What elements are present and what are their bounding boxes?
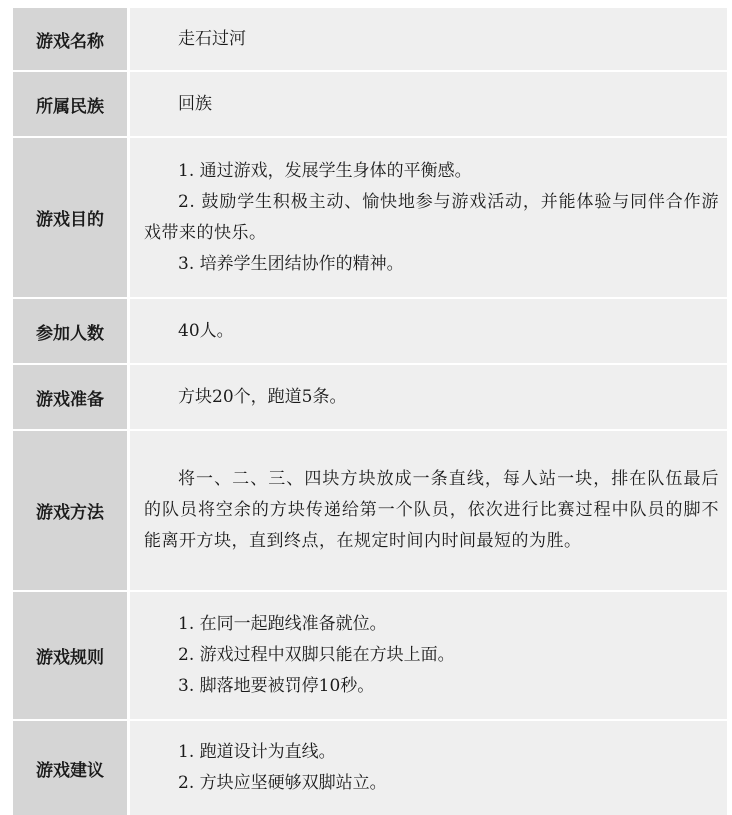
row-label: 参加人数 [13,299,130,363]
row-label: 游戏建议 [13,721,130,815]
row-label: 所属民族 [13,72,130,136]
row-content [130,365,727,429]
list-item: 2. 鼓励学生积极主动、愉快地参与游戏活动，并能体验与同伴合作游戏带来的快乐。 [144,191,719,243]
row-label: 游戏目的 [13,138,130,297]
row-label: 游戏名称 [13,8,130,70]
row-rules [13,592,727,721]
row-purpose [13,138,727,299]
row-label: 游戏方法 [13,431,130,590]
row-preparation [13,365,727,431]
row-method [13,431,727,592]
row-text: 40人。 [178,320,234,341]
row-game-name [13,8,727,72]
row-content [130,431,727,590]
list-item: 1. 跑道设计为直线。 [178,742,336,762]
row-text: 走石过河 [178,28,246,49]
list-item: 1. 在同一起跑线准备就位。 [178,614,387,634]
row-label: 游戏准备 [13,365,130,429]
row-content [130,8,727,70]
game-info-table [13,8,727,815]
row-content [130,299,727,363]
list-item: 2. 游戏过程中双脚只能在方块上面。 [178,645,455,665]
row-content [130,72,727,136]
row-content [130,721,727,815]
list-item: 3. 脚落地要被罚停10秒。 [178,676,375,696]
row-text: 方块20个，跑道5条。 [178,386,347,407]
row-content [130,138,727,297]
row-content [130,592,727,719]
row-text: 回族 [178,93,212,114]
list-item: 2. 方块应坚硬够双脚站立。 [178,773,387,793]
row-participants [13,299,727,365]
row-text: 将一、二、三、四块方块放成一条直线，每人站一块，排在队伍最后的队员将空余的方块传递给第一个队员，依次进行比赛过程中队员的脚不能离开方块，直到终点，在规定时间内时间最短的为胜。 [144,469,719,551]
row-suggestions [13,721,727,815]
row-label: 游戏规则 [13,592,130,719]
row-ethnicity [13,72,727,138]
list-item: 1. 通过游戏，发展学生身体的平衡感。 [178,160,472,181]
list-item: 3. 培养学生团结协作的精神。 [178,253,404,274]
